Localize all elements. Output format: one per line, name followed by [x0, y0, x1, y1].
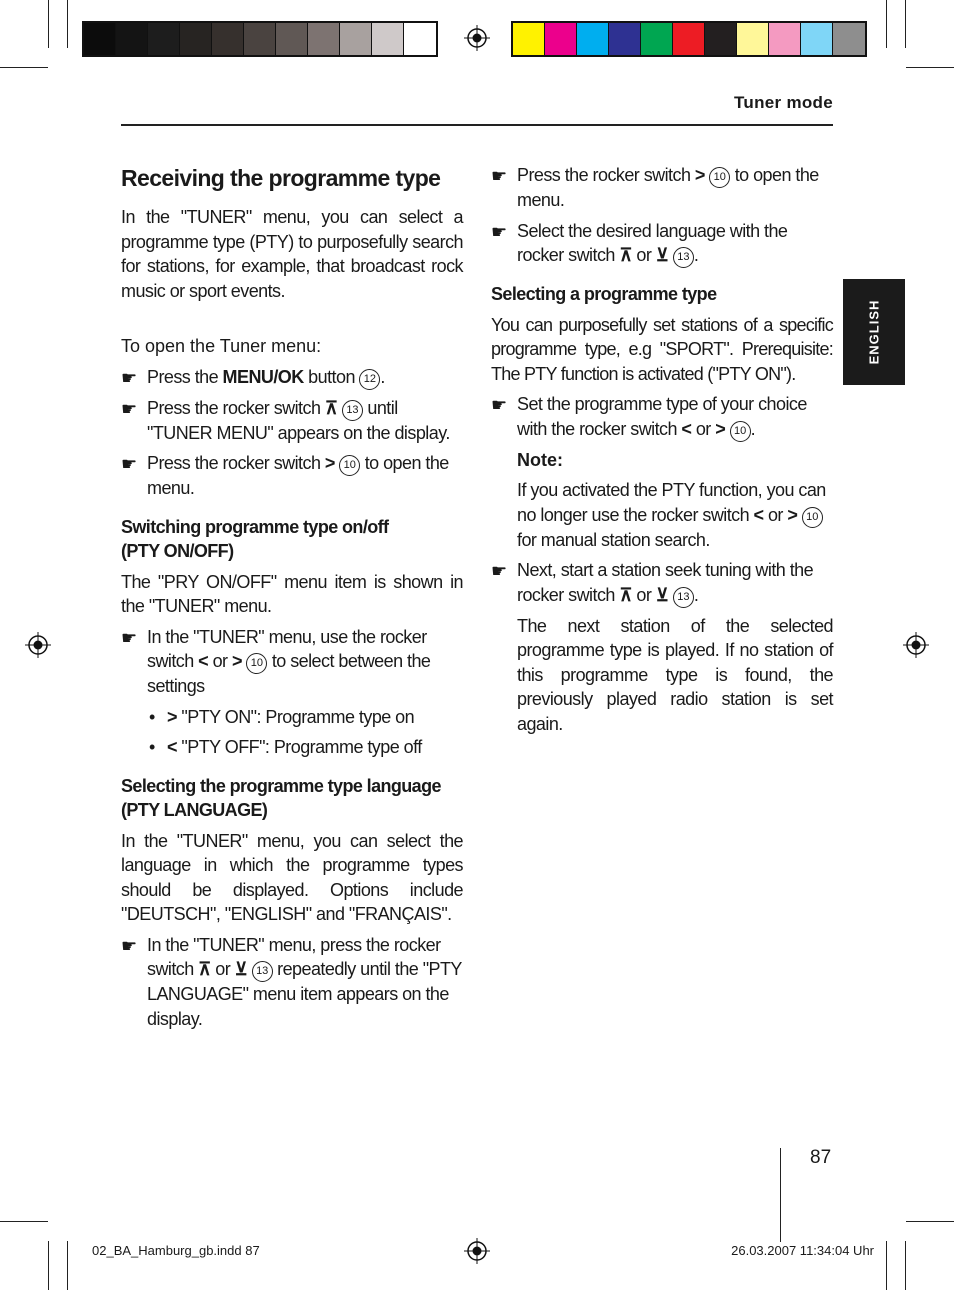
list-item: • > "PTY ON": Programme type on — [121, 705, 463, 730]
rocker-left-icon: < — [753, 504, 764, 525]
color-swatch — [833, 23, 865, 55]
rocker-right-icon: > — [167, 706, 177, 727]
rocker-right-icon: > — [787, 504, 798, 525]
right-column — [491, 163, 833, 742]
crop-mark — [906, 1221, 954, 1222]
list-item: ☛ Press the rocker switch > 10 to open the menu. — [491, 165, 819, 210]
footer-file-name: 02_BA_Hamburg_gb.indd 87 — [92, 1243, 260, 1258]
paragraph: In the "TUNER" menu, you can select the language in which the programme types should be displayed. Options include "DEUTSCH", "ENGLISH" and "FRANÇAIS". — [121, 830, 463, 924]
list-item: ☛ Press the rocker switch > 10 to open the menu. — [121, 453, 449, 498]
registration-mark-icon — [464, 25, 490, 51]
header-rule — [121, 124, 833, 126]
list-item: ☛ In the "TUNER" menu, press the rocker switch ⊼ or ⊻ 13 repeatedly until the "PTY LANGUAGE" menu item appears on the display. — [121, 934, 462, 1029]
running-header: Tuner mode — [733, 93, 833, 112]
list-item: ☛ In the "TUNER" menu, use the rocker switch < or > 10 to select between the settings — [121, 626, 431, 696]
crop-mark — [886, 0, 887, 48]
crop-mark — [905, 0, 906, 48]
footer-divider — [780, 1148, 781, 1242]
color-swatch — [244, 23, 276, 55]
callout-number: 12 — [359, 369, 380, 390]
rocker-right-icon: > — [715, 418, 726, 439]
color-swatch — [212, 23, 244, 55]
color-swatch — [276, 23, 308, 55]
crop-mark — [48, 1241, 49, 1290]
menu-ok-label: MENU/OK — [222, 366, 304, 387]
note-label: Note: — [517, 449, 563, 470]
rocker-right-icon: > — [694, 165, 705, 185]
color-swatch — [769, 23, 801, 55]
list-item: ☛ Set the programme type of your choice with the rocker switch < or > 10 . — [491, 392, 833, 442]
color-swatch — [705, 23, 737, 55]
left-column — [121, 163, 463, 1037]
callout-number: 10 — [246, 653, 267, 674]
color-swatch — [673, 23, 705, 55]
color-swatch — [180, 23, 212, 55]
color-swatch — [116, 23, 148, 55]
rocker-left-icon: < — [681, 418, 692, 439]
list-item: ☛ Press the rocker switch ⊼ 13 until "TUNER MENU" appears on the display. — [121, 397, 450, 443]
pointing-hand-icon: ☛ — [491, 166, 507, 186]
callout-number: 10 — [709, 167, 730, 188]
color-swatch — [545, 23, 577, 55]
crop-mark — [0, 67, 48, 68]
crop-mark — [906, 67, 954, 68]
callout-number: 13 — [252, 961, 273, 982]
pointing-hand-icon: ☛ — [121, 454, 137, 474]
pointing-hand-icon: ☛ — [121, 367, 137, 388]
note-text: If you activated the PTY function, you can no longer use the rocker switch < or > 10 for manual station search. — [517, 480, 826, 550]
subheading: (PTY ON/OFF) — [121, 541, 234, 561]
registration-mark-icon — [464, 1238, 490, 1264]
color-swatch — [340, 23, 372, 55]
rocker-down-icon: ⊻ — [655, 584, 669, 605]
pointing-hand-icon: ☛ — [491, 395, 507, 415]
color-swatch — [372, 23, 404, 55]
grey-scale-bar — [82, 21, 438, 57]
pointing-hand-icon: ☛ — [121, 935, 137, 956]
rocker-up-icon: ⊼ — [619, 245, 632, 265]
color-swatch — [148, 23, 180, 55]
rocker-left-icon: < — [167, 737, 177, 757]
color-swatch — [577, 23, 609, 55]
callout-number: 10 — [339, 455, 360, 476]
subheading: Selecting a programme type — [491, 284, 717, 304]
color-swatch — [404, 23, 436, 55]
list-item: ☛ Next, start a station seek tuning with the rocker switch ⊼ or ⊻ 13 . — [491, 558, 833, 608]
crop-mark — [67, 0, 68, 48]
crop-mark — [886, 1241, 887, 1290]
rocker-up-icon: ⊼ — [324, 397, 338, 418]
rocker-up-icon: ⊼ — [198, 959, 211, 979]
callout-number: 13 — [673, 247, 694, 268]
color-swatch — [801, 23, 833, 55]
rocker-right-icon: > — [324, 453, 335, 473]
crop-mark — [48, 0, 49, 48]
subheading: Switching programme type on/off — [121, 516, 389, 537]
rocker-left-icon: < — [198, 651, 209, 671]
paragraph: You can purposefully set stations of a specific programme type, e.g "SPORT". Prerequisite: The PTY function is activated ("PTY ON"). — [491, 314, 833, 384]
callout-number: 13 — [342, 400, 363, 421]
paragraph: The "PRY ON/OFF" menu item is shown in the "TUNER" menu. — [121, 571, 463, 616]
list-item: ☛ Press the MENU/OK button 12 . — [121, 365, 463, 390]
callout-number: 13 — [673, 587, 694, 608]
color-swatch — [84, 23, 116, 55]
section-title: Receiving the programme type — [121, 165, 441, 191]
language-tab — [843, 279, 905, 385]
list-item: ☛ Select the desired language with the rocker switch ⊼ or ⊻ 13 . — [491, 219, 833, 269]
color-swatch — [737, 23, 769, 55]
language-tab-label: ENGLISH — [866, 299, 882, 365]
pointing-hand-icon: ☛ — [491, 561, 507, 581]
list-item: • < "PTY OFF": Programme type off — [121, 735, 463, 760]
pointing-hand-icon: ☛ — [491, 221, 507, 242]
rocker-down-icon: ⊻ — [655, 245, 669, 265]
process-color-bar — [511, 21, 867, 57]
callout-number: 10 — [802, 507, 823, 528]
rocker-up-icon: ⊼ — [619, 584, 632, 605]
rocker-down-icon: ⊻ — [234, 959, 248, 979]
callout-number: 10 — [730, 421, 751, 442]
color-swatch — [641, 23, 673, 55]
intro-paragraph: In the "TUNER" menu, you can select a programme type (PTY) to purposefully search for stations, for example, that broadcast rock music or sport events. — [121, 207, 463, 301]
rocker-right-icon: > — [231, 651, 242, 671]
registration-mark-icon — [25, 632, 51, 658]
color-swatch — [513, 23, 545, 55]
registration-mark-icon — [903, 632, 929, 658]
page-number: 87 — [810, 1147, 832, 1168]
pointing-hand-icon: ☛ — [121, 398, 137, 419]
crop-mark — [905, 1241, 906, 1290]
crop-mark — [0, 1221, 48, 1222]
subheading: (PTY LANGUAGE) — [121, 800, 268, 820]
paragraph: The next station of the selected programme type is played. If no station of this programme type is found, the previously played radio station is set again. — [517, 615, 833, 734]
color-swatch — [609, 23, 641, 55]
color-swatch — [308, 23, 340, 55]
footer-date: 26.03.2007 11:34:04 Uhr — [731, 1243, 874, 1258]
subheading: Selecting the programme type language — [121, 775, 441, 796]
crop-mark — [67, 1241, 68, 1290]
open-menu-label: To open the Tuner menu: — [121, 336, 322, 356]
pointing-hand-icon: ☛ — [121, 627, 137, 648]
